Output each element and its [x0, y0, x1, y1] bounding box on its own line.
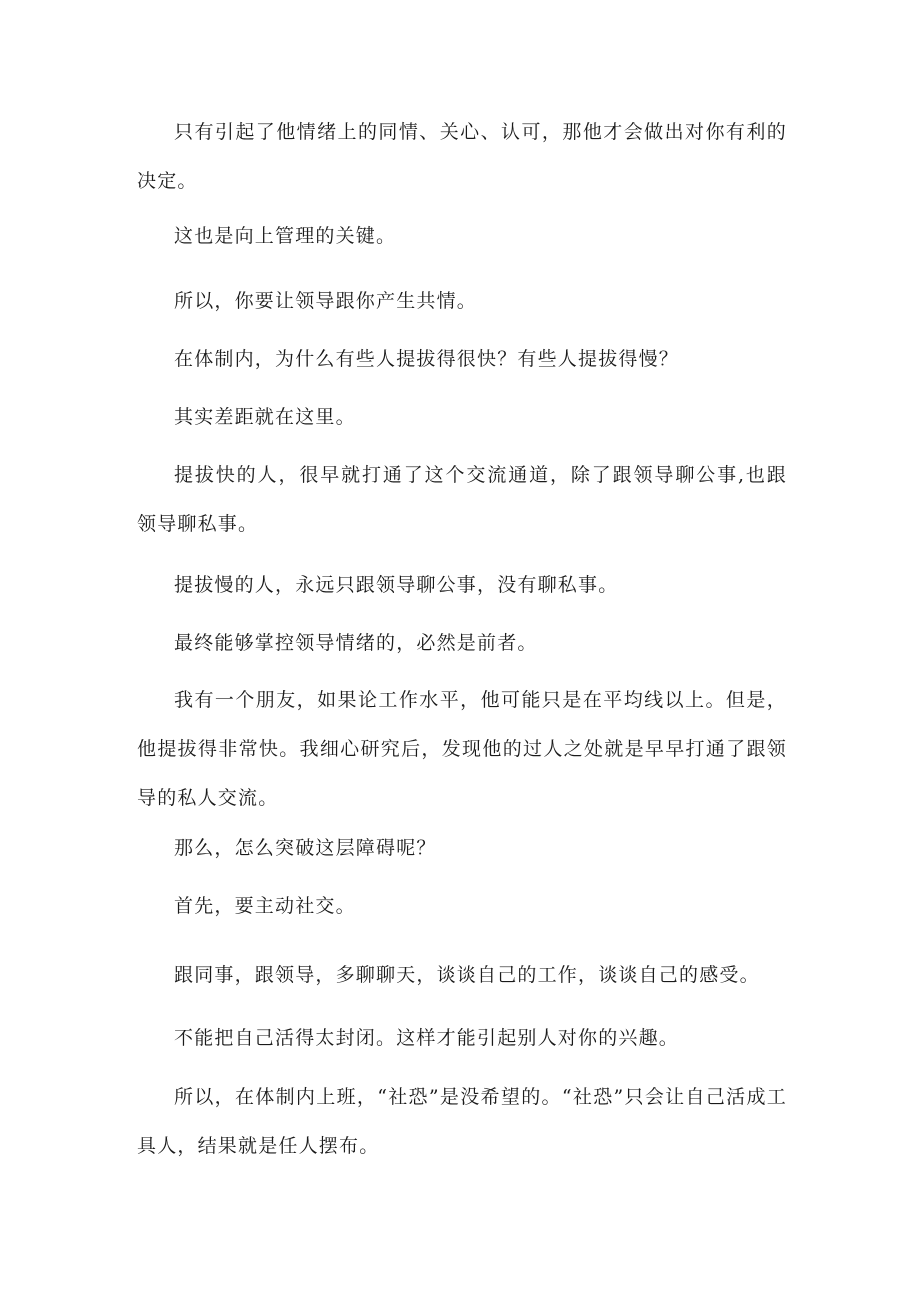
paragraph: 那么，怎么突破这层障碍呢？ — [174, 837, 437, 859]
paragraph: 首先，要主动社交。 — [174, 895, 356, 917]
paragraph: 在体制内，为什么有些人提拔得很快？有些人提拔得慢？ — [174, 348, 680, 370]
paragraph: 跟同事，跟领导，多聊聊天，谈谈自己的工作，谈谈自己的感受。 — [174, 964, 760, 986]
paragraph: 我有一个朋友，如果论工作水平，他可能只是在平均线以上。但是，他提拔得非常快。我细心研究后，发现他的过人之处就是早早打通了跟领导的私人交流。 — [137, 689, 787, 809]
paragraph: 最终能够掌控领导情绪的，必然是前者。 — [174, 632, 538, 654]
paragraph: 这也是向上管理的关键。 — [174, 225, 397, 247]
paragraph: 不能把自己活得太封闭。这样才能引起别人对你的兴趣。 — [174, 1027, 680, 1049]
paragraph: 提拔慢的人，永远只跟领导聊公事，没有聊私事。 — [174, 574, 619, 596]
paragraph: 其实差距就在这里。 — [174, 406, 356, 428]
paragraph: 只有引起了他情绪上的同情、关心、认可，那他才会做出对你有利的决定。 — [137, 121, 787, 192]
paragraph: 所以，你要让领导跟你产生共情。 — [174, 290, 478, 312]
paragraph: 提拔快的人，很早就打通了这个交流通道，除了跟领导聊公事,也跟领导聊私事。 — [137, 464, 787, 535]
paragraph: 所以，在体制内上班，“社恐”是没希望的。“社恐”只会让自己活成工具人，结果就是任人摆布。 — [137, 1086, 787, 1157]
